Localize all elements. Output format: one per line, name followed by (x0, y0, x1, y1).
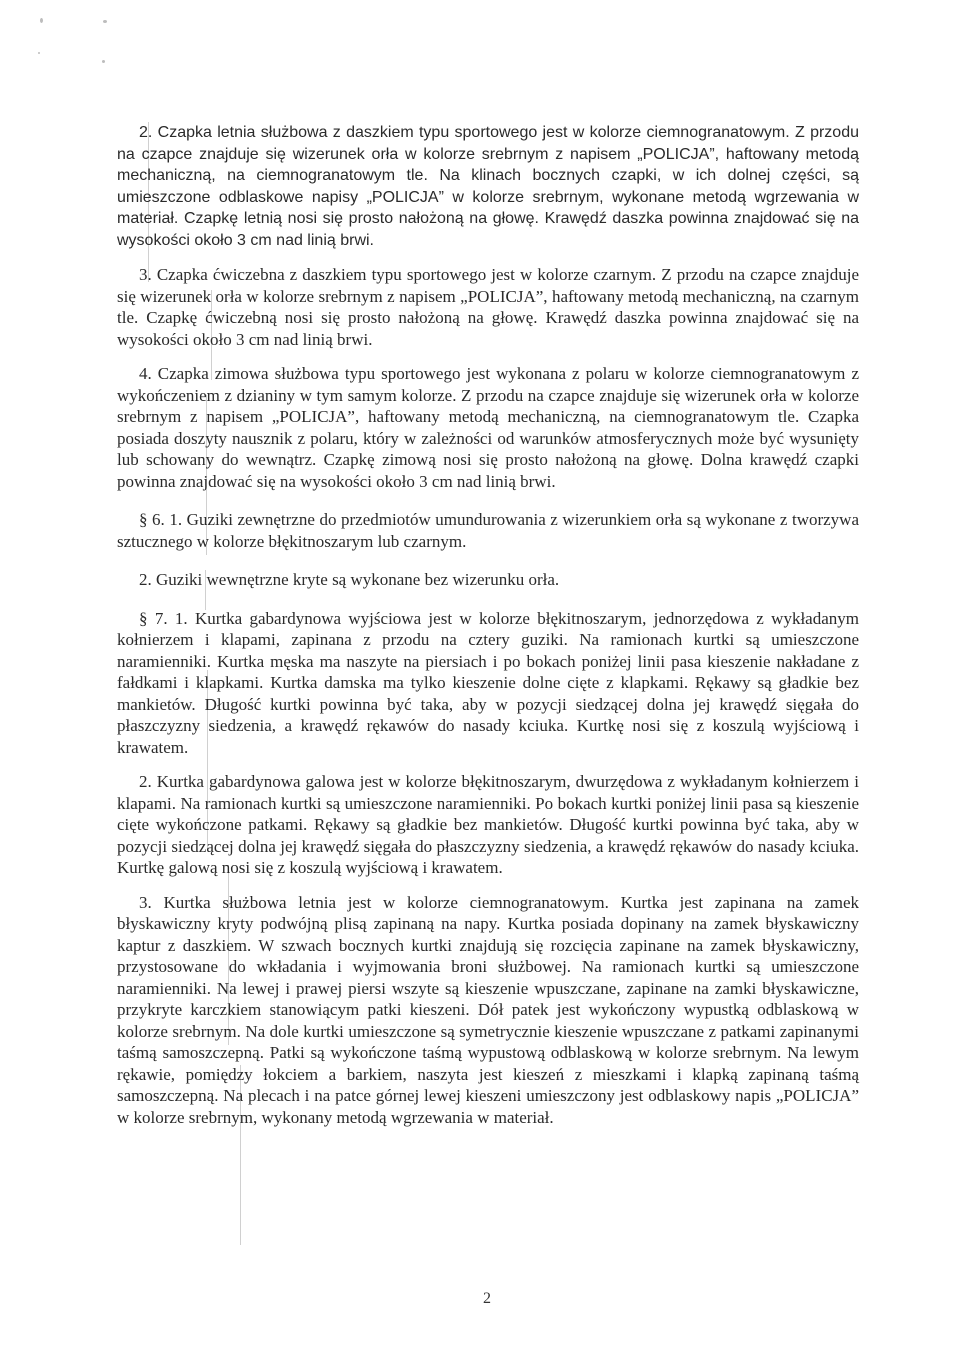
paragraph-czapka-letnia: 2. Czapka letnia służbowa z daszkiem typu sportowego jest w kolorze ciemnogranatowym. Z przodu na czapce znajduje się wizerunek orła w kolorze srebrnym z napisem „POLICJA”, haftowany metodą mechaniczną, na ciemnogranatowym tle. Na klinach bocznych czapki, w ich dolnej części, są umieszczone odblaskowe napisy „POLICJA” w kolorze srebrnym, wykonane metodą wgrzewania w materiał. Czapkę letnią nosi się prosto nałożoną na głowę. Krawędź daszka powinna znajdować się na wysokości około 3 cm nad linią brwi. (117, 124, 859, 249)
paragraph-kurtka-wyjsciowa: § 7. 1. Kurtka gabardynowa wyjściowa jest w kolorze błękitnoszarym, jednorzędowa z wykładanym kołnierzem i klapami, zapinana z przodu na cztery guziki. Na ramionach kurtki są umieszczone naramienniki. Kurtka męska ma naszyte na piersiach i po bokach poniżej linii pasa kieszenie nakładane z fałdkami i klapkami. Kurtka damska ma tylko kieszenie dolne cięte z klapkami. Rękawy są gładkie bez mankietów. Długość kurtki powinna być taka, aby w pozycji siedzącej dolna jej krawędź sięgała do płaszczyzny siedzenia, a krawędź rękawów do nasady kciuka. Kurtkę nosi się z koszulą wyjściową i krawatem. (117, 608, 859, 757)
paragraph-czapka-cwiczebna: 3. Czapka ćwiczebna z daszkiem typu sportowego jest w kolorze czarnym. Z przodu na czapce znajduje się wizerunek orła w kolorze srebrnym z napisem „POLICJA”, haftowany metodą mechaniczną, na czarnym tle. Czapkę ćwiczebną nosi się prosto nałożoną na głowę. Krawędź daszka powinna znajdować się na wysokości około 3 cm nad linią brwi. (117, 265, 859, 349)
scan-speck (38, 52, 40, 54)
paragraph-kurtka-galowa: 2. Kurtka gabardynowa galowa jest w kolorze błękitnoszarym, dwurzędowa z wykładanym kołnierzem i klapami. Na ramionach kurtki są umieszczone naramienniki. Po bokach kurtki poniżej linii pasa są kieszenie cięte wykończone patkami. Rękawy są gładkie bez mankietów. Długość kurtki powinna być taka, aby w pozycji siedzącej dolna jej krawędź sięgała do płaszczyzny siedzenia, a krawędź rękawów do nasady kciuka. Kurtkę galową nosi się z koszulą wyjściową i krawatem. (117, 772, 859, 877)
paragraph-czapka-zimowa: 4. Czapka zimowa służbowa typu sportowego jest wykonana z polaru w kolorze ciemnogranatowym z wykończeniem z dzianiny w tym samym kolorze. Z przodu na czapce znajduje się wizerunek orła w kolorze srebrnym z napisem „POLICJA”, haftowany metodą mechaniczną, na ciemnogranatowym tle. Czapka posiada doszyty nausznik z polaru, który w zależności od warunków atmosferycznych może być wysunięty lub schowany do wewnątrz. Czapkę zimową nosi się prosto nałożoną na głowę. Dolna krawędź czapki powinna znajdować się na wysokości około 3 cm nad linią brwi. (117, 364, 859, 491)
scan-speck (102, 60, 105, 63)
paragraph-kurtka-letnia: 3. Kurtka służbowa letnia jest w kolorze ciemnogranatowym. Kurtka jest zapinana na zamek błyskawiczny kryty podwójną plisą zapinaną na napy. Kurtka posiada dopinany na zamek błyskawiczny kaptur z daszkiem. W szwach bocznych kurtki znajdują się rozcięcia zapinane na zamek błyskawiczny, przystosowane do wkładania i wyjmowania broni służbowej. Na ramionach kurtki są umieszczone naramienniki. Na lewej i prawej piersi wszyte są kieszenie wpuszczane, zapinane na zamki błyskawiczne, przykryte karczkiem stanowiącym patki kieszeni. Dół patek jest wykończony wypustką odblaskową w kolorze srebrnym. Na dole kurtki umieszczone są symetrycznie kieszenie wpuszczane z patkami zapinanymi taśmą samoszczepną. Patki są wykończone taśmą wypustową odblaskową w kolorze srebrnym. Na lewym rękawie, pomiędzy łokciem a barkiem, naszyta jest kieszeń z mieszkami i klapką zapinaną taśmą samoszczepną. Na plecach i na patce górnej lewej kieszeni umieszczony jest odblaskowy napis „POLICJA” w kolorze srebrnym, wykonany metodą wgrzewania w materiał. (117, 892, 859, 1127)
paragraph-guziki-zewnetrzne: § 6. 1. Guziki zewnętrzne do przedmiotów umundurowania z wizerunkiem orła są wykonane z tworzywa sztucznego w kolorze błękitnoszarym lub czarnym. (117, 510, 859, 551)
document-body (117, 122, 859, 1128)
paragraph-guziki-wewnetrzne: 2. Guziki wewnętrzne kryte są wykonane bez wizerunku orła. (139, 570, 560, 589)
scan-speck (103, 20, 107, 23)
scan-speck (40, 18, 43, 23)
page-number: 2 (483, 1290, 491, 1307)
